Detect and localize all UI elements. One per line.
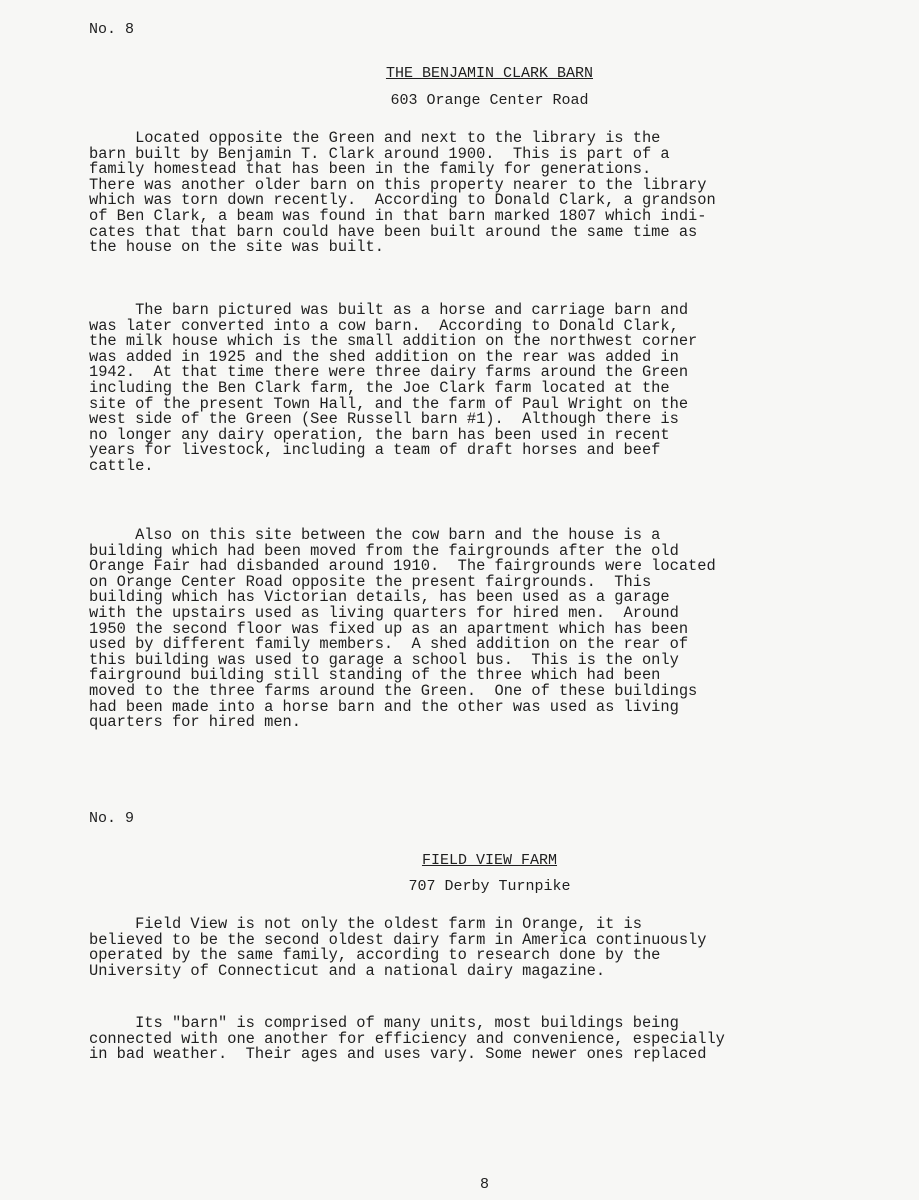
text-line: 1950 the second floor was fixed up as an apartment which has been: [89, 619, 689, 638]
text-line: family homestead that has been in the family for generations.: [89, 160, 652, 179]
text-line: site of the present Town Hall, and the farm of Paul Wright on the: [89, 394, 689, 413]
text-line: was added in 1925 and the shed addition on the rear was added in: [89, 347, 679, 366]
text-line: including the Ben Clark farm, the Joe Clark farm located at the: [89, 378, 670, 397]
text-line: fairground building still standing of the three which had been: [89, 666, 661, 685]
text-line: believed to be the second oldest dairy farm in America continuously: [89, 930, 707, 949]
text-line: was later converted into a cow barn. According to Donald Clark,: [89, 316, 679, 335]
text-line: Located opposite the Green and next to the library is the: [89, 129, 661, 147]
text-line: Field View is not only the oldest farm in Orange, it is: [89, 915, 642, 933]
text-line: years for livestock, including a team of draft horses and beef: [89, 441, 661, 460]
text-line: Also on this site between the cow barn and the house is a: [89, 526, 661, 544]
text-line: on Orange Center Road opposite the present fairgrounds. This: [89, 572, 652, 591]
text-line: building which had been moved from the fairgrounds after the old: [89, 541, 679, 560]
text-line: building which has Victorian details, has been used as a garage: [89, 588, 670, 607]
text-line: west side of the Green (See Russell barn #1). Although there is: [89, 410, 679, 429]
page-number: 8: [479, 1176, 489, 1193]
entry-address: 707 Derby Turnpike: [408, 878, 571, 895]
entry-number: No. 9: [89, 810, 135, 827]
text-line: cates that that barn could have been built around the same time as: [89, 222, 698, 241]
text-line: with the upstairs used as living quarters for hired men. Around: [89, 603, 679, 622]
entry-title: THE BENJAMIN CLARK BARN: [385, 65, 594, 82]
paragraph: [89, 303, 879, 475]
text-line: University of Connecticut and a national dairy magazine.: [89, 961, 606, 980]
text-line: barn built by Benjamin T. Clark around 1900. This is part of a: [89, 144, 670, 163]
text-line: connected with one another for efficiency and convenience, especially: [89, 1029, 725, 1048]
text-line: in bad weather. Their ages and uses vary. Some newer ones replaced: [89, 1045, 707, 1064]
text-line: used by different family members. A shed addition on the rear of: [89, 635, 689, 654]
text-line: this building was used to garage a school bus. This is the only: [89, 650, 679, 669]
paragraph: [89, 131, 879, 256]
text-line: quarters for hired men.: [89, 713, 301, 732]
paragraph: [89, 917, 879, 979]
text-line: Its "barn" is comprised of many units, most buildings being: [89, 1014, 679, 1032]
entry-title: FIELD VIEW FARM: [421, 852, 558, 869]
text-line: There was another older barn on this property nearer to the library: [89, 175, 707, 194]
paragraph: [89, 528, 879, 731]
text-line: the house on the site was built.: [89, 238, 384, 257]
text-line: no longer any dairy operation, the barn has been used in recent: [89, 425, 670, 444]
text-line: of Ben Clark, a beam was found in that barn marked 1807 which indi-: [89, 206, 707, 225]
text-line: The barn pictured was built as a horse and carriage barn and: [89, 301, 689, 319]
text-line: cattle.: [89, 456, 154, 475]
text-line: which was torn down recently. According to Donald Clark, a grandson: [89, 191, 716, 210]
text-line: the milk house which is the small addition on the northwest corner: [89, 332, 698, 351]
text-line: 1942. At that time there were three dairy farms around the Green: [89, 363, 689, 382]
text-line: operated by the same family, according to research done by the: [89, 946, 661, 965]
entry-address: 603 Orange Center Road: [390, 92, 589, 109]
text-line: moved to the three farms around the Green. One of these buildings: [89, 681, 698, 700]
text-line: Orange Fair had disbanded around 1910. The fairgrounds were located: [89, 557, 716, 576]
paragraph: [89, 1016, 879, 1063]
entry-number: No. 8: [89, 21, 135, 38]
text-line: had been made into a horse barn and the other was used as living: [89, 697, 679, 716]
